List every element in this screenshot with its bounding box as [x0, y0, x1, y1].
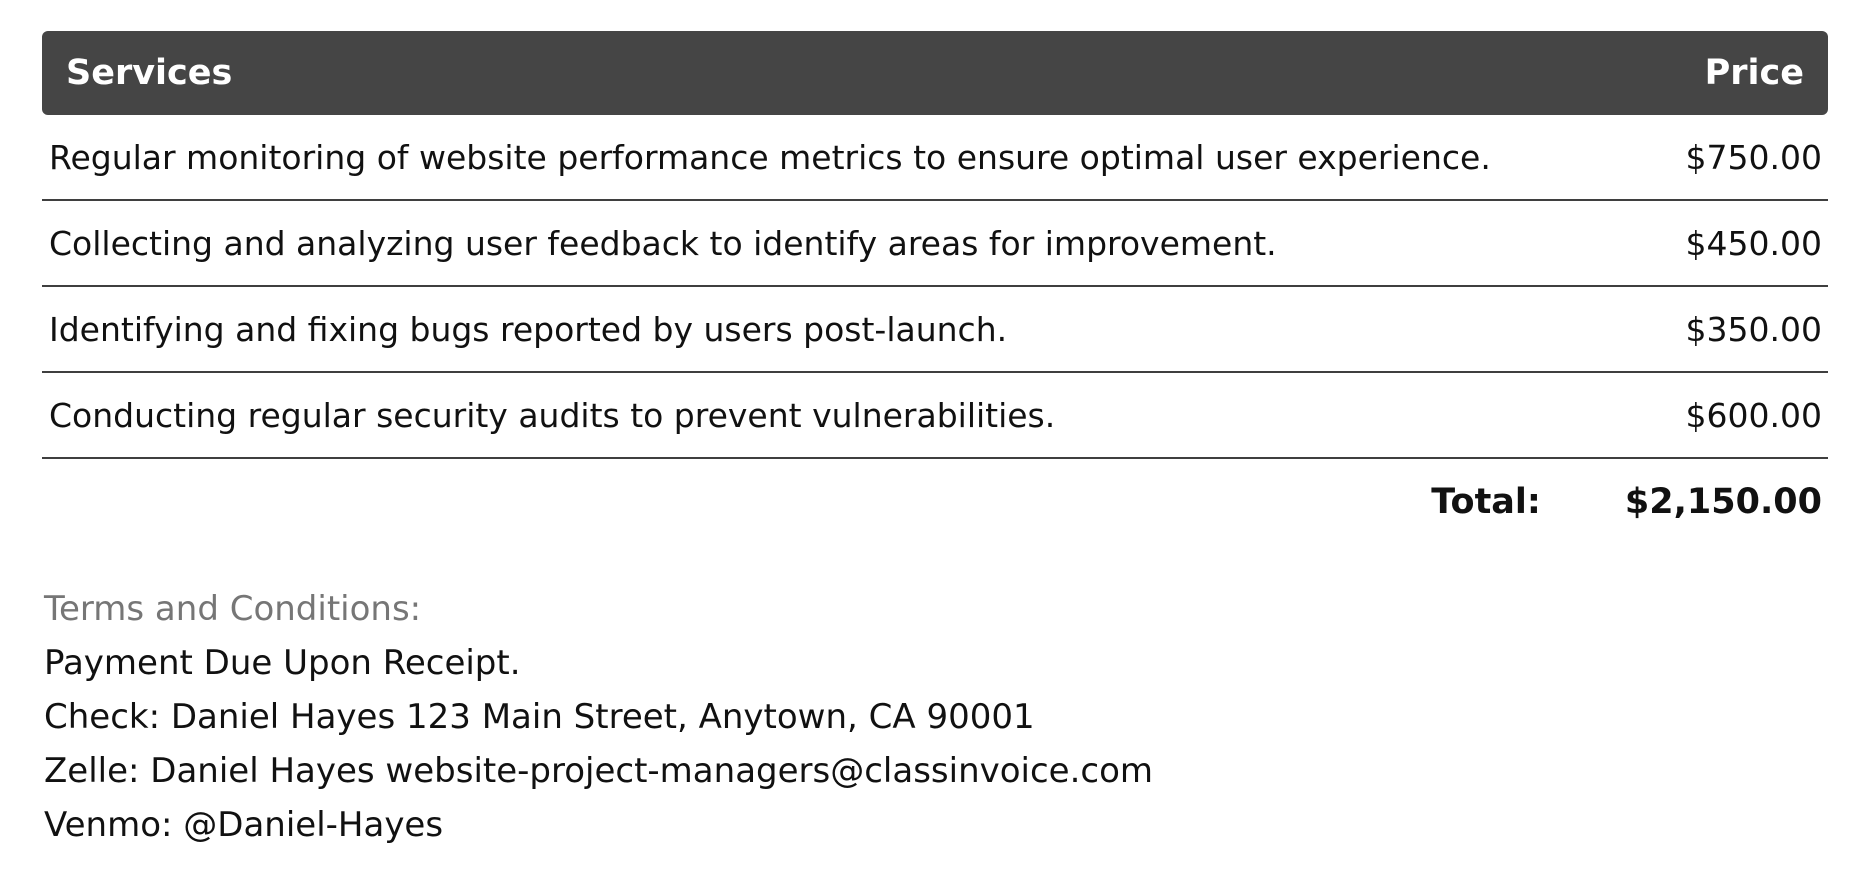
service-description: Collecting and analyzing user feedback to identify areas for improvement.: [49, 223, 1277, 263]
table-row: [42, 287, 1828, 373]
terms-zelle: Zelle: Daniel Hayes website-project-managers@classinvoice.com: [44, 751, 1154, 791]
table-row: [42, 201, 1828, 287]
service-price: $350.00: [1685, 309, 1822, 349]
service-description: Conducting regular security audits to prevent vulnerabilities.: [49, 395, 1056, 435]
table-row: [42, 373, 1828, 459]
terms-heading: Terms and Conditions:: [44, 589, 422, 629]
price-column-header: Price: [1704, 53, 1804, 93]
service-price: $450.00: [1685, 223, 1822, 263]
service-price: $750.00: [1685, 137, 1822, 177]
service-price: $600.00: [1685, 395, 1822, 435]
service-description: Regular monitoring of website performance metrics to ensure optimal user experience.: [49, 137, 1491, 177]
services-table: [42, 31, 1828, 545]
service-description: Identifying and fixing bugs reported by users post-launch.: [49, 309, 1008, 349]
services-column-header: Services: [66, 53, 233, 93]
table-row: [42, 115, 1828, 201]
table-header: [42, 31, 1828, 115]
terms-payment-due: Payment Due Upon Receipt.: [44, 643, 521, 683]
terms-check: Check: Daniel Hayes 123 Main Street, Anytown, CA 90001: [44, 697, 1035, 737]
total-label: Total:: [1431, 482, 1541, 522]
total-value: $2,150.00: [1624, 482, 1822, 522]
terms-section: [44, 582, 1153, 852]
total-row: [42, 459, 1828, 545]
terms-venmo: Venmo: @Daniel-Hayes: [44, 805, 444, 845]
